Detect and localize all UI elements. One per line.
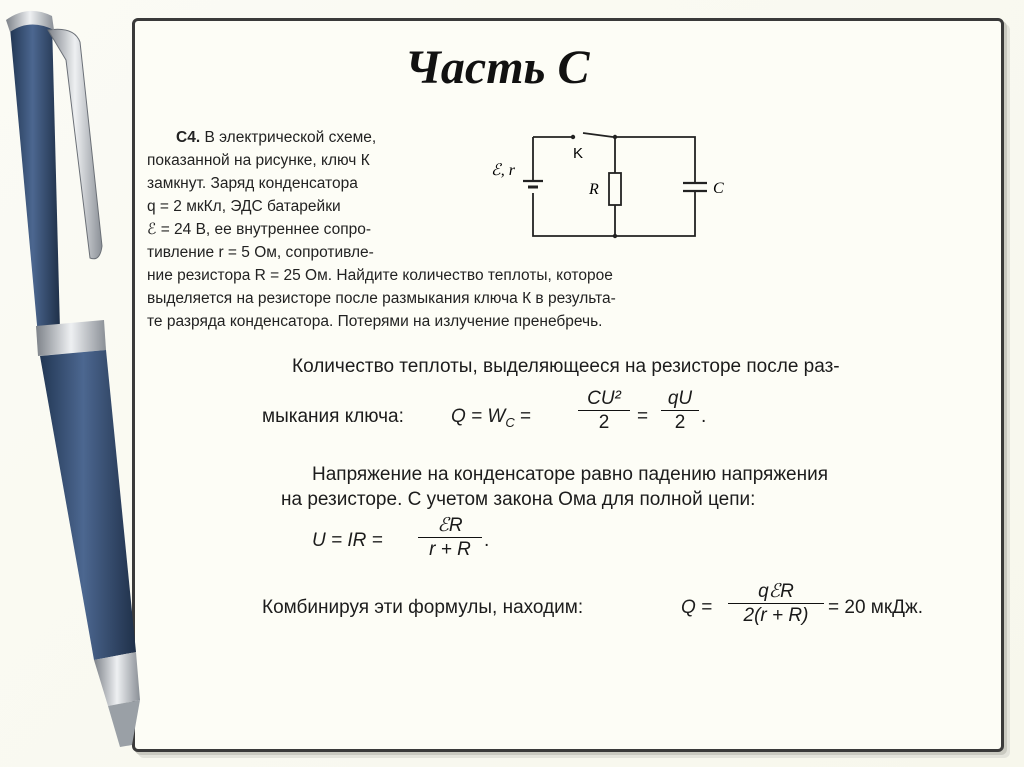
key-switch [583,133,613,137]
problem-line: ние резистора R = 25 Ом. Найдите количество теплоты, которое [147,267,613,284]
fraction: qℰR 2(r + R) [728,580,824,627]
problem-line: тивление r = 5 Ом, сопротивле- [147,244,374,261]
solution-line: мыкания ключа: [262,406,404,427]
pen-barrel [40,350,136,660]
result: = 20 мкДж. [828,597,924,618]
problem-line: выделяется на резисторе после размыкания ключа К в результа- [147,290,616,307]
fraction: ℰR r + R [418,514,482,561]
solution-line: на резисторе. С учетом закона Ома для полной цепи: [281,489,756,510]
pen-illustration [0,0,150,767]
resistor-symbol [609,173,621,205]
pen-center-ring [36,320,106,356]
period: . [701,406,707,427]
wire [613,137,695,183]
problem-line: показанной на рисунке, ключ К [147,152,370,169]
junction-dot [613,234,617,238]
fraction: $\frac{qU}{2}$ [661,388,699,434]
slide-title: Часть С [405,41,590,94]
formula-q-lhs: $Q = W_C$ = [451,406,532,430]
resistor-label: R [589,181,599,198]
problem-line: замкнут. Заряд конденсатора [147,175,358,192]
key-label: K [573,145,584,162]
capacitor-symbol [683,183,707,191]
pen-cap [10,15,60,336]
problem-line: q = 2 мкКл, ЭДС батарейки [147,198,341,215]
circuit-diagram [485,125,740,250]
battery-label: ℰ, r [491,162,515,179]
problem-number: С4. [176,129,201,146]
problem-line: те разряда конденсатора. Потерями на излучение пренебречь. [147,313,603,330]
equals-sign: = [637,406,649,427]
solution-line: Комбинируя эти формулы, находим: [262,597,584,618]
formula-q-final-lhs: Q = [681,597,713,618]
formula-u-lhs: U = IR = [312,530,383,551]
pen-grip [94,652,140,706]
key-contact [571,135,575,139]
wire [533,191,695,236]
pen-tip [108,700,140,747]
problem-line: ℰ = 24 В, ее внутреннее сопро- [147,221,371,238]
junction-dot [613,135,617,139]
capacitor-label: C [713,180,724,197]
period: . [484,530,490,551]
solution-line: Количество теплоты, выделяющееся на резисторе после раз- [292,356,840,377]
fraction: $\frac{\text{CU²}}{2}$ [578,388,630,434]
problem-line: С4. В электрической схеме, [176,129,377,146]
solution-line: Напряжение на конденсаторе равно падению напряжения [312,464,829,485]
